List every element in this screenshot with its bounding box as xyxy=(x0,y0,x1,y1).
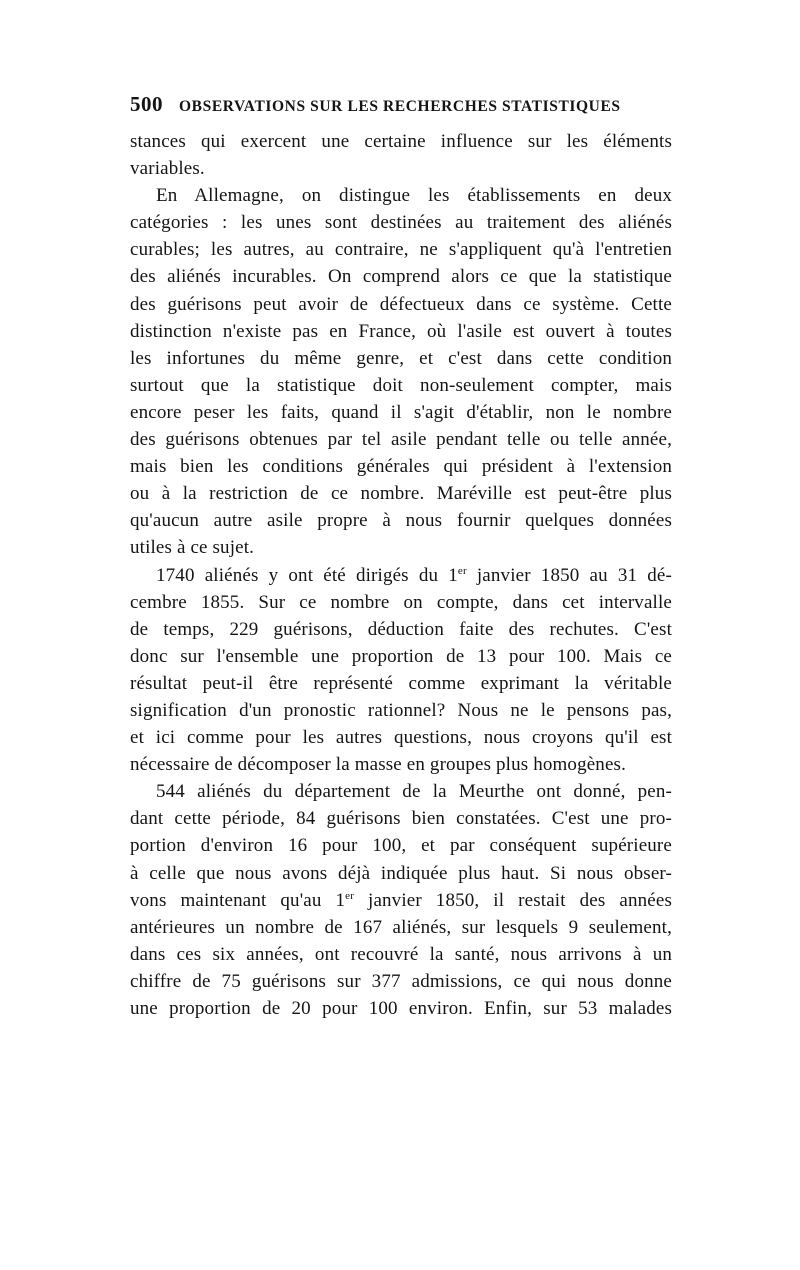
body-text xyxy=(130,128,672,1022)
text-line: des guérisons peut avoir de défectueux dans ce système. Cette xyxy=(130,293,672,315)
superscript: er xyxy=(457,564,467,577)
text-line: variables. xyxy=(130,158,205,180)
running-title: OBSERVATIONS SUR LES RECHERCHES STATISTIQUES xyxy=(179,98,621,115)
text-line: En Allemagne, on distingue les établissements en deux xyxy=(156,185,672,207)
text-line: des guérisons obtenues par tel asile pendant telle ou telle année, xyxy=(130,429,672,451)
text-line: les infortunes du même genre, et c'est dans cette condition xyxy=(130,347,672,369)
text-line: ou à la restriction de ce nombre. Maréville est peut-être plus xyxy=(130,483,672,505)
text-line: résultat peut-il être représenté comme exprimant la véritable xyxy=(130,672,672,694)
text-line: catégories : les unes sont destinées au traitement des aliénés xyxy=(130,212,672,234)
text-line: cembre 1855. Sur ce nombre on compte, dans cet intervalle xyxy=(130,591,672,613)
text-line: dant cette période, 84 guérisons bien constatées. C'est une pro- xyxy=(130,808,672,830)
text-fragment: janvier 1850, il restait des années xyxy=(354,889,672,911)
text-line: curables; les autres, au contraire, ne s'appliquent qu'à l'entretien xyxy=(130,239,672,261)
text-line: dans ces six années, ont recouvré la santé, nous arrivons à un xyxy=(130,943,672,965)
book-page xyxy=(130,92,672,1022)
text-line: surtout que la statistique doit non-seulement compter, mais xyxy=(130,374,672,396)
text-line: de temps, 229 guérisons, déduction faite des rechutes. C'est xyxy=(130,618,672,640)
text-fragment: vons maintenant qu'au 1 xyxy=(130,889,346,911)
text-line: antérieures un nombre de 167 aliénés, sur lesquels 9 seulement, xyxy=(130,916,672,938)
text-line: encore peser les faits, quand il s'agit d'établir, non le nombre xyxy=(130,401,672,423)
text-line: distinction n'existe pas en France, où l'asile est ouvert à toutes xyxy=(130,320,672,342)
text-fragment: janvier 1850 au 31 dé- xyxy=(466,564,672,586)
text-line xyxy=(130,562,672,589)
text-line: et ici comme pour les autres questions, nous croyons qu'il est xyxy=(130,727,672,749)
text-line xyxy=(130,887,672,914)
text-line: donc sur l'ensemble une proportion de 13 pour 100. Mais ce xyxy=(130,645,672,667)
running-head xyxy=(130,92,672,126)
text-line: qu'aucun autre asile propre à nous fournir quelques données xyxy=(130,510,672,532)
superscript: er xyxy=(345,889,355,902)
text-line: portion d'environ 16 pour 100, et par conséquent supérieure xyxy=(130,835,672,857)
text-line: mais bien les conditions générales qui président à l'extension xyxy=(130,456,672,478)
text-line: une proportion de 20 pour 100 environ. Enfin, sur 53 malades xyxy=(130,998,672,1019)
text-line: à celle que nous avons déjà indiquée plus haut. Si nous obser- xyxy=(130,862,672,884)
text-line: stances qui exercent une certaine influence sur les éléments xyxy=(130,131,672,152)
page-number: 500 xyxy=(130,92,163,116)
text-line: 544 aliénés du département de la Meurthe ont donné, pen- xyxy=(156,781,672,803)
text-line: des aliénés incurables. On comprend alors ce que la statistique xyxy=(130,266,672,288)
text-line: chiffre de 75 guérisons sur 377 admissions, ce qui nous donne xyxy=(130,970,672,992)
text-line: signification d'un pronostic rationnel? Nous ne le pensons pas, xyxy=(130,699,672,721)
text-fragment: 1740 aliénés y ont été dirigés du 1 xyxy=(156,564,458,586)
text-line: utiles à ce sujet. xyxy=(130,537,255,559)
text-line: nécessaire de décomposer la masse en groupes plus homogènes. xyxy=(130,754,626,776)
